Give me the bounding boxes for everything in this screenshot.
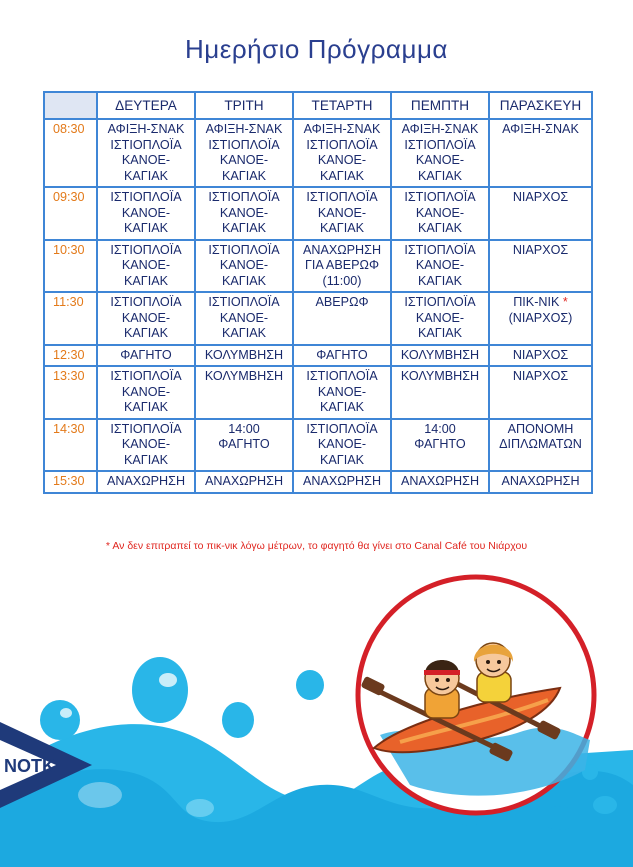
activity-line: ΚΑΓΙΑΚ (221, 326, 267, 340)
activity-line: ΚΑΓΙΑΚ (417, 326, 463, 340)
activity-line: (ΝΙΑΡΧΟΣ) (508, 310, 573, 325)
page-title: Ημερήσιο Πρόγραμμα (185, 34, 448, 64)
activity-line: ΙΣΤΙΟΠΛΟΪΑ (208, 295, 280, 309)
activity-cell (195, 187, 293, 240)
day-header: ΤΡΙΤΗ (195, 92, 293, 119)
splash-drop (222, 702, 254, 738)
activity-line: ΚΑΝΟΕ- (121, 258, 171, 272)
activity-cell (489, 119, 592, 187)
activity-line: ΚΑΝΟΕ- (415, 153, 465, 167)
activity-line: ΠΙΚ-ΝΙΚ * (513, 295, 568, 309)
activity-line: ΙΣΤΙΟΠΛΟΪΑ (306, 369, 378, 383)
activity-cell (293, 471, 391, 493)
activity-cell (489, 240, 592, 293)
activity-line: ΔΙΠΛΩΜΑΤΩΝ (499, 437, 582, 451)
activity-line: ΚΑΝΟΕ- (317, 384, 367, 399)
time-cell: 14:30 (44, 419, 97, 472)
activity-line: ΚΟΛΥΜΒΗΣΗ (400, 369, 480, 383)
activity-line: ΓΙΑ ΑΒΕΡΩΦ (304, 258, 379, 272)
time-cell: 09:30 (44, 187, 97, 240)
activity-line: ΙΣΤΙΟΠΛΟΪΑ (404, 242, 476, 257)
activity-cell (391, 187, 489, 240)
schedule-row (44, 187, 592, 240)
activity-line: ΚΑΓΙΑΚ (417, 168, 463, 183)
activity-cell (391, 345, 489, 367)
activity-line: ΦΑΓΗΤΟ (218, 437, 270, 451)
activity-cell (195, 240, 293, 293)
activity-line: ΚΑΝΟΕ- (317, 437, 367, 451)
activity-line: ΚΑΓΙΑΚ (417, 221, 463, 235)
activity-cell (489, 471, 592, 493)
activity-cell (391, 366, 489, 419)
activity-line: ΚΑΝΟΕ- (415, 310, 465, 325)
activity-line: ΝΙΑΡΧΟΣ (512, 242, 569, 257)
schedule-row (44, 419, 592, 472)
activity-line: ΑΦΙΞΗ-ΣΝΑΚ (107, 122, 185, 136)
activity-line: ΙΣΤΙΟΠΛΟΪΑ (306, 421, 378, 436)
activity-line: 14:00 (424, 421, 456, 436)
activity-cell (97, 292, 195, 345)
activity-line: ΑΝΑΧΩΡΗΣΗ (204, 474, 284, 488)
activity-line: ΙΣΤΙΟΠΛΟΪΑ (306, 137, 378, 152)
schedule-row (44, 345, 592, 367)
activity-cell (293, 419, 391, 472)
activity-cell (489, 419, 592, 472)
time-cell: 12:30 (44, 345, 97, 367)
day-header: ΔΕΥΤΕΡΑ (97, 92, 195, 119)
activity-line: ΚΑΓΙΑΚ (123, 273, 169, 288)
activity-line: ΚΑΓΙΑΚ (319, 452, 365, 467)
activity-cell (489, 187, 592, 240)
day-header: ΠΕΜΠΤΗ (391, 92, 489, 119)
activity-line: ΑΝΑΧΩΡΗΣΗ (302, 474, 382, 488)
activity-line: ΦΑΓΗΤΟ (414, 437, 466, 451)
activity-line: ΙΣΤΙΟΠΛΟΪΑ (306, 190, 378, 204)
activity-line: ΝΙΑΡΧΟΣ (512, 369, 569, 383)
activity-cell (195, 419, 293, 472)
activity-line: ΙΣΤΙΟΠΛΟΪΑ (110, 190, 182, 204)
activity-line: ΚΟΛΥΜΒΗΣΗ (204, 369, 284, 383)
activity-line: 14:00 (228, 421, 260, 436)
splash-drop (296, 670, 324, 700)
activity-line: ΚΑΓΙΑΚ (123, 326, 169, 340)
time-cell: 11:30 (44, 292, 97, 345)
activity-line: ΙΣΤΙΟΠΛΟΪΑ (110, 369, 182, 383)
activity-line: ΙΣΤΙΟΠΛΟΪΑ (110, 137, 182, 152)
activity-cell (97, 240, 195, 293)
activity-line: ΑΝΑΧΩΡΗΣΗ (302, 242, 382, 257)
activity-cell (293, 119, 391, 187)
activity-cell (97, 345, 195, 367)
activity-cell (391, 471, 489, 493)
activity-line: ΙΣΤΙΟΠΛΟΪΑ (110, 421, 182, 436)
activity-line: ΚΑΝΟΕ- (121, 153, 171, 167)
schedule-row (44, 292, 592, 345)
activity-line: ΚΑΓΙΑΚ (221, 221, 267, 235)
activity-line: ΑΠΟΝΟΜΗ (507, 421, 574, 436)
activity-line: ΚΑΝΟΕ- (121, 384, 171, 399)
activity-line: ΦΑΓΗΤΟ (316, 347, 368, 362)
activity-line: ΚΑΓΙΑΚ (123, 221, 169, 235)
activity-cell (97, 187, 195, 240)
time-cell: 10:30 (44, 240, 97, 293)
activity-line: ΚΑΝΟΕ- (317, 205, 367, 220)
activity-line: ΙΣΤΙΟΠΛΟΪΑ (404, 137, 476, 152)
activity-line: ΙΣΤΙΟΠΛΟΪΑ (110, 295, 182, 309)
footnote: * Αν δεν επιτραπεί το πικ-νικ λόγω μέτρων, το φαγητό θα γίνει στο Canal Café του Νιάρχου (105, 540, 528, 552)
activity-line: ΚΑΓΙΑΚ (123, 168, 169, 183)
activity-line: ΚΑΝΟΕ- (219, 153, 269, 167)
activity-line: ΝΙΑΡΧΟΣ (512, 347, 569, 362)
activity-line: ΑΦΙΞΗ-ΣΝΑΚ (401, 122, 479, 136)
activity-cell (489, 345, 592, 367)
schedule-table (43, 91, 593, 494)
activity-line: ΙΣΤΙΟΠΛΟΪΑ (208, 190, 280, 204)
header-corner (44, 92, 97, 119)
splash-drop (132, 657, 188, 723)
activity-cell (97, 471, 195, 493)
activity-line: ΑΝΑΧΩΡΗΣΗ (501, 474, 580, 488)
logo-text: ΝΟΤΚ (4, 756, 55, 776)
activity-line: ΚΑΝΟΕ- (317, 153, 367, 167)
activity-line: ΚΑΝΟΕ- (415, 258, 465, 272)
day-header: ΤΕΤΑΡΤΗ (293, 92, 391, 119)
activity-line: ΚΑΓΙΑΚ (123, 452, 169, 467)
activity-line: ΚΑΝΟΕ- (219, 258, 269, 272)
activity-line: ΚΑΓΙΑΚ (221, 168, 267, 183)
time-cell: 08:30 (44, 119, 97, 187)
activity-line: (11:00) (322, 273, 362, 288)
activity-cell (195, 366, 293, 419)
activity-cell (195, 471, 293, 493)
activity-cell (391, 240, 489, 293)
activity-line: ΝΙΑΡΧΟΣ (512, 190, 569, 204)
activity-line: ΑΝΑΧΩΡΗΣΗ (400, 474, 480, 488)
activity-line: ΙΣΤΙΟΠΛΟΪΑ (404, 190, 476, 204)
activity-cell (293, 366, 391, 419)
activity-cell (195, 292, 293, 345)
activity-line: ΚΑΝΟΕ- (121, 310, 171, 325)
activity-cell (293, 345, 391, 367)
activity-cell (97, 366, 195, 419)
activity-cell (97, 119, 195, 187)
activity-line: ΚΟΛΥΜΒΗΣΗ (400, 347, 480, 362)
activity-line: ΚΑΓΙΑΚ (319, 221, 365, 235)
activity-line: ΙΣΤΙΟΠΛΟΪΑ (404, 295, 476, 309)
activity-cell (195, 119, 293, 187)
activity-line: ΑΦΙΞΗ-ΣΝΑΚ (502, 122, 579, 136)
activity-line: ΑΦΙΞΗ-ΣΝΑΚ (303, 122, 381, 136)
activity-cell (293, 240, 391, 293)
activity-line: ΦΑΓΗΤΟ (120, 347, 172, 362)
activity-cell (391, 119, 489, 187)
activity-line: ΑΦΙΞΗ-ΣΝΑΚ (205, 122, 283, 136)
activity-line: ΚΑΝΟΕ- (121, 437, 171, 451)
activity-line: ΚΟΛΥΜΒΗΣΗ (204, 347, 284, 362)
schedule-row (44, 240, 592, 293)
asterisk-mark: * (562, 295, 568, 309)
schedule-row (44, 366, 592, 419)
kayak-illustration (0, 560, 633, 867)
header-row (44, 92, 592, 119)
activity-cell (391, 419, 489, 472)
activity-cell (489, 366, 592, 419)
activity-line: ΙΣΤΙΟΠΛΟΪΑ (208, 242, 280, 257)
activity-cell (391, 292, 489, 345)
activity-line: ΙΣΤΙΟΠΛΟΪΑ (110, 242, 182, 257)
activity-line: ΚΑΓΙΑΚ (417, 273, 463, 288)
activity-line: ΚΑΓΙΑΚ (319, 168, 365, 183)
activity-line: ΚΑΓΙΑΚ (221, 273, 267, 288)
activity-line: ΑΒΕΡΩΦ (315, 295, 369, 309)
activity-line: ΚΑΓΙΑΚ (123, 400, 169, 414)
activity-line: ΚΑΝΟΕ- (219, 310, 269, 325)
time-cell: 13:30 (44, 366, 97, 419)
activity-cell (293, 292, 391, 345)
activity-cell (293, 187, 391, 240)
activity-line: ΚΑΝΟΕ- (219, 205, 269, 220)
activity-line: ΑΝΑΧΩΡΗΣΗ (106, 474, 186, 488)
schedule-row (44, 119, 592, 187)
time-cell: 15:30 (44, 471, 97, 493)
activity-line: ΙΣΤΙΟΠΛΟΪΑ (208, 137, 280, 152)
splash-drop (40, 700, 80, 740)
activity-cell (195, 345, 293, 367)
day-header: ΠΑΡΑΣΚΕΥΗ (489, 92, 592, 119)
activity-line: ΚΑΓΙΑΚ (319, 400, 365, 414)
schedule-row (44, 471, 592, 493)
activity-line: ΚΑΝΟΕ- (121, 205, 171, 220)
activity-cell (489, 292, 592, 345)
activity-cell (97, 419, 195, 472)
activity-line: ΚΑΝΟΕ- (415, 205, 465, 220)
